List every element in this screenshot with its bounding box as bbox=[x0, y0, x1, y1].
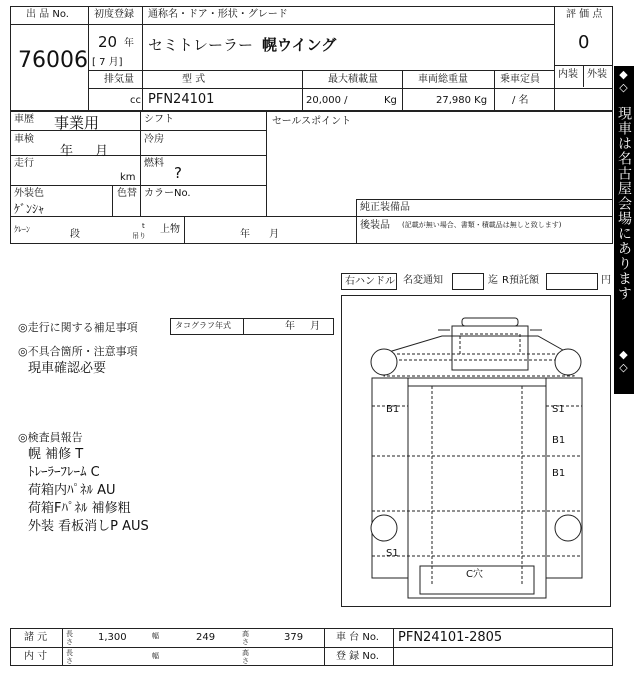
vehicle-name: セミトレーラー bbox=[148, 36, 254, 54]
inspector-line: ﾄﾚｰﾗｰﾌﾚｰﾑ C bbox=[28, 465, 100, 480]
year-unit: 年 bbox=[124, 38, 134, 49]
retrofit-note: (記載が無い場合、書類・積載品は無しと致します) bbox=[402, 221, 562, 229]
name-change-label: 名変通知 bbox=[403, 275, 443, 286]
sales-points-label: セールスポイント bbox=[272, 116, 352, 127]
defects-label: ◎不具合箇所・注意事項 bbox=[18, 345, 138, 358]
r-deposit-box bbox=[546, 273, 598, 290]
damage-mark: S1 bbox=[386, 548, 399, 559]
gross-weight-label: 車両総重量 bbox=[418, 74, 468, 85]
driving-notes-label: ◎走行に関する補足事項 bbox=[18, 321, 138, 334]
first-reg-month: [ 7 月] bbox=[92, 57, 123, 68]
tachograph-value: 年 月 bbox=[285, 321, 321, 332]
shift-label: シフト bbox=[144, 114, 174, 125]
lot-number: 76006 bbox=[18, 48, 88, 73]
yen-label: 円 bbox=[601, 275, 611, 286]
mileage-label: 走行 bbox=[14, 158, 34, 169]
equipment-label: 純正装備品 bbox=[360, 202, 410, 213]
inner-length-label: 長さ bbox=[66, 649, 73, 665]
inspector-label: ◎検査員報告 bbox=[18, 431, 83, 444]
crane-lift: 吊り bbox=[132, 232, 146, 240]
width-label: 幅 bbox=[152, 632, 159, 640]
r-deposit-label: R預託額 bbox=[502, 275, 539, 286]
body-value: 年 月 bbox=[240, 229, 280, 240]
damage-mark: B1 bbox=[386, 404, 400, 415]
crane-value: 段 bbox=[70, 229, 80, 240]
defects-text: 現車確認必要 bbox=[28, 361, 107, 376]
model-code: PFN24101 bbox=[148, 92, 215, 107]
dims-label: 諸 元 bbox=[24, 632, 48, 643]
retrofit-label: 後装品 bbox=[360, 220, 390, 231]
displacement-unit: cc bbox=[130, 95, 141, 106]
inspector-line: 外装 看板消しP AUS bbox=[28, 519, 149, 534]
first-reg-label: 初度登録 bbox=[94, 9, 134, 20]
model-label: 型 式 bbox=[182, 74, 206, 85]
name-change-box bbox=[452, 273, 484, 290]
gross-weight-value: 27,980 Kg bbox=[436, 95, 488, 106]
inner-dims-label: 内 寸 bbox=[24, 651, 48, 662]
max-load-unit: Kg bbox=[384, 95, 397, 106]
color-label: 外装色 bbox=[14, 188, 44, 199]
mileage-unit: km bbox=[120, 172, 136, 183]
inspector-line: 幌 補修 T bbox=[28, 447, 84, 462]
registration-no-label: 登 録 No. bbox=[336, 651, 379, 662]
name-label: 通称名・ドア・形状・グレード bbox=[148, 9, 288, 20]
inspector-line: 荷箱内ﾊﾟﾈﾙ AU bbox=[28, 483, 116, 498]
location-banner bbox=[614, 66, 634, 394]
body-shape: 幌ウイング bbox=[262, 36, 337, 54]
capacity-value: / 名 bbox=[512, 95, 529, 106]
crane-t: t bbox=[142, 222, 145, 230]
damage-mark: B1 bbox=[552, 435, 566, 446]
color-code-label: カラーNo. bbox=[144, 188, 191, 199]
max-load-value: 20,000 / bbox=[306, 95, 348, 106]
score-label: 評 価 点 bbox=[566, 9, 603, 20]
interior-label: 内装 bbox=[558, 69, 578, 80]
damage-mark: B1 bbox=[552, 468, 566, 479]
length-value: 1,300 bbox=[98, 632, 127, 643]
chassis-no-label: 車 台 No. bbox=[336, 632, 379, 643]
lot-no-label: 出 品 No. bbox=[26, 9, 69, 20]
inspection-label: 車検 bbox=[14, 134, 34, 145]
banner-text: 現車は名古屋会場にあります bbox=[616, 106, 632, 301]
tachograph-box bbox=[170, 318, 334, 335]
capacity-label: 乗車定員 bbox=[500, 74, 540, 85]
height-label: 高さ bbox=[242, 630, 249, 646]
history-value: 事業用 bbox=[54, 114, 100, 132]
width-value: 249 bbox=[196, 632, 216, 643]
damage-mark: C穴 bbox=[466, 569, 483, 580]
inspection-value: 年 月 bbox=[60, 144, 109, 159]
color-no-label: 色替 bbox=[117, 188, 137, 199]
fuel-label: 燃料 bbox=[144, 158, 164, 169]
inner-height-label: 高さ bbox=[242, 649, 249, 665]
fuel-value: ? bbox=[174, 164, 182, 182]
banner-diamond: ◆◇ bbox=[617, 68, 630, 94]
crane-label: ｸﾚｰﾝ bbox=[14, 225, 30, 234]
max-load-label: 最大積載量 bbox=[328, 74, 378, 85]
exterior-label: 外装 bbox=[587, 69, 607, 80]
color-value: ｹﾞﾝｼｬ bbox=[14, 202, 45, 216]
ac-label: 冷房 bbox=[144, 134, 164, 145]
handle-box bbox=[341, 273, 397, 290]
displacement-label: 排気量 bbox=[104, 74, 134, 85]
banner-diamond: ◆◇ bbox=[617, 348, 630, 374]
length-label: 長さ bbox=[66, 630, 73, 646]
name-change-sep: 迄 bbox=[488, 275, 498, 286]
inner-width-label: 幅 bbox=[152, 652, 159, 660]
chassis-no-value: PFN24101-2805 bbox=[398, 630, 503, 645]
vehicle-diagram-box bbox=[341, 295, 611, 607]
trailer-diagram bbox=[342, 296, 610, 606]
damage-mark: S1 bbox=[552, 404, 565, 415]
first-reg-year: 20 bbox=[98, 33, 118, 51]
height-value: 379 bbox=[284, 632, 304, 643]
score-value: 0 bbox=[578, 32, 590, 53]
body-label: 上物 bbox=[160, 224, 180, 235]
inspector-line: 荷箱Fﾊﾟﾈﾙ 補修粗 bbox=[28, 501, 131, 516]
tachograph-label: タコグラフ年式 bbox=[175, 321, 231, 330]
handle-label: 右ハンドル bbox=[345, 276, 395, 287]
history-label: 車歴 bbox=[14, 114, 34, 125]
